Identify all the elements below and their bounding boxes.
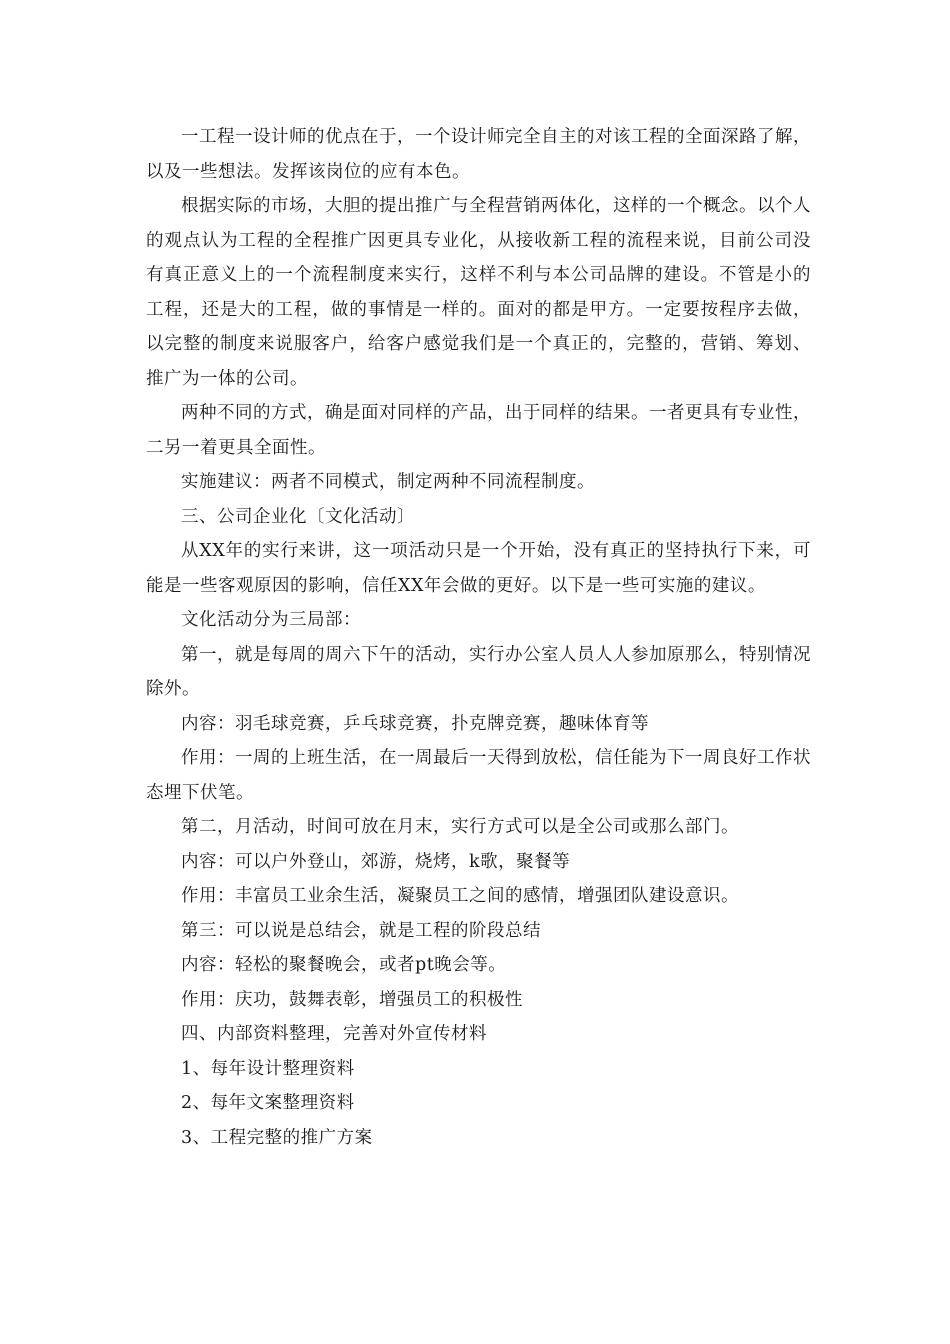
paragraph: 第二，月活动，时间可放在月末，实行方式可以是全公司或那么部门。 [181,817,739,837]
paragraph: 文化活动分为三局部： [181,610,361,630]
paragraph: 内容：轻松的聚餐晚会，或者pt晚会等。 [181,955,507,975]
list-item: 1、每年设计整理资料 [181,1058,355,1079]
paragraph: 内容：可以户外登山，郊游，烧烤，k歌，聚餐等 [181,851,571,872]
paragraph: 作用：庆功，鼓舞表彰，增强员工的积极性 [181,989,523,1010]
section-heading: 三、公司企业化〔文化活动〕 [181,506,415,527]
paragraph: 两种不同的方式，确是面对同样的产品，出于同样的结果。一者更具有专业性，二另一着更具全面性。 [146,403,811,458]
list-item: 2、每年文案整理资料 [181,1093,355,1113]
paragraph: 一工程一设计师的优点在于，一个设计师完全自主的对该工程的全面深路了解，以及一些想法。发挥该岗位的应有本色。 [146,127,811,182]
paragraph: 第一，就是每周的周六下午的活动，实行办公室人员人人参加原那么，特别情况除外。 [146,644,811,699]
paragraph: 作用：丰富员工业余生活，凝聚员工之间的感情，增强团队建设意识。 [181,886,739,906]
paragraph: 根据实际的市场，大胆的提出推广与全程营销两体化，这样的一个概念。以个人的观点认为工程的全程推广因更具专业化，从接收新工程的流程来说，目前公司没有真正意义上的一个流程制度来实行，这样不利与本公司品牌的建设。不管是小的工程，还是大的工程，做的事情是一样的。面对的都是甲方。一定要按程序去做，以完整的制度来说服客户，给客户感觉我们是一个真正的，完整的，营销、筹划、推广为一体的公司。 [146,196,811,389]
paragraph: 内容：羽毛球竞赛，乒乓球竞赛，扑克牌竞赛，趣味体育等 [181,713,649,734]
paragraph: 实施建议：两者不同模式，制定两种不同流程制度。 [181,472,595,492]
paragraph: 第三：可以说是总结会，就是工程的阶段总结 [181,920,541,941]
document-page [146,120,811,1155]
paragraph: 作用：一周的上班生活，在一周最后一天得到放松，信任能为下一周良好工作状态埋下伏笔。 [146,748,811,803]
list-item: 3、工程完整的推广方案 [181,1127,373,1148]
paragraph: 从XX年的实行来讲，这一项活动只是一个开始，没有真正的坚持执行下来，可能是一些客观原因的影响，信任XX年会做的更好。以下是一些可实施的建议。 [146,541,811,596]
section-heading: 四、内部资料整理，完善对外宣传材料 [181,1024,487,1044]
